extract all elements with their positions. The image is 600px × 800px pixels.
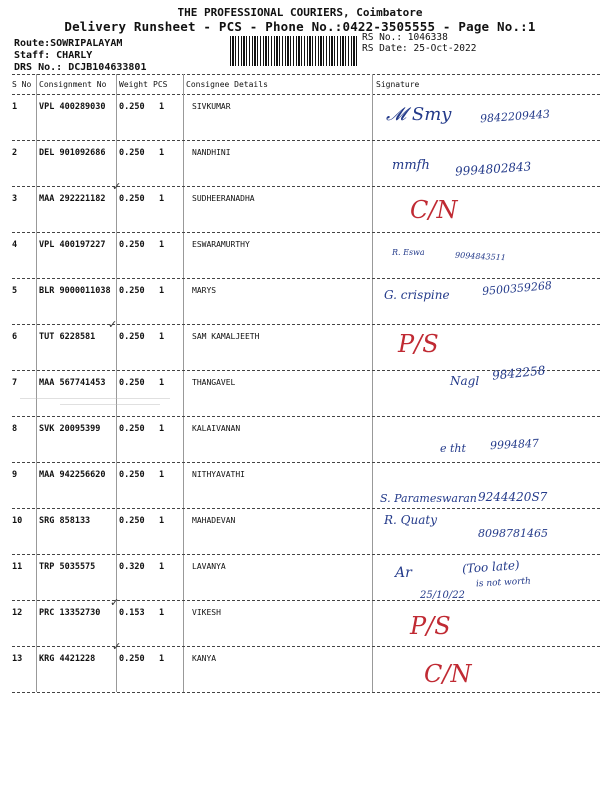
- signature-scrawl: Ar: [395, 565, 412, 581]
- scan-smudge: [20, 398, 170, 399]
- drs-value: DCJB104633801: [68, 62, 147, 73]
- check-mark-icon: ✓: [108, 318, 118, 331]
- cell-consignment: MAA 567741453: [39, 378, 106, 388]
- cell-pcs: 1: [159, 516, 165, 526]
- cell-consignee: NANDHINI: [192, 148, 231, 157]
- rs-date-value: 25-Oct-2022: [413, 43, 477, 54]
- signature-scrawl: Nagl: [450, 374, 480, 388]
- cell-consignment: KRG 4421228: [39, 654, 96, 664]
- col-header-consignee: Consignee Details: [186, 80, 268, 89]
- ps-remark: P/S: [398, 330, 439, 358]
- cell-weight: 0.250: [119, 424, 145, 434]
- cell-sno: 3: [12, 194, 18, 204]
- cell-sno: 11: [12, 562, 23, 572]
- rs-date-label: RS Date:: [362, 43, 408, 54]
- barcode: [230, 36, 358, 66]
- route-line: [14, 38, 122, 49]
- signature-scrawl: mmfh: [392, 158, 430, 173]
- signature-name: S. Parameswaran: [380, 492, 477, 505]
- table-row: [0, 186, 600, 232]
- cell-weight: 0.250: [119, 654, 145, 664]
- table-top-rule: [12, 74, 600, 75]
- cell-weight: 0.250: [119, 378, 145, 388]
- cell-consignee: LAVANYA: [192, 562, 226, 571]
- signature-phone: 9500359268: [481, 278, 553, 299]
- cell-sno: 13: [12, 654, 23, 664]
- cell-sno: 4: [12, 240, 18, 250]
- cell-consignment: BLR 9000011038: [39, 286, 111, 296]
- cell-consignee: THANGAVEL: [192, 378, 236, 387]
- cell-consignment: SVK 20095399: [39, 424, 101, 434]
- cell-weight: 0.250: [119, 102, 145, 112]
- cell-sno: 12: [12, 608, 23, 618]
- cell-weight: 0.250: [119, 470, 145, 480]
- cell-sno: 10: [12, 516, 23, 526]
- cn-remark: C/N: [424, 660, 472, 688]
- drs-line: [14, 62, 146, 73]
- cell-consignee: VIKESH: [192, 608, 221, 617]
- cell-consignment: VPL 400289030: [39, 102, 106, 112]
- signature-phone: 9994802843: [454, 159, 532, 179]
- table-row: [0, 646, 600, 692]
- cell-weight: 0.153: [119, 608, 145, 618]
- check-mark-icon: ✓: [110, 596, 120, 609]
- col-header-pcs: PCS: [153, 80, 168, 89]
- cell-sno: 9: [12, 470, 18, 480]
- signature-phone: 9094843511: [454, 250, 507, 263]
- cell-pcs: 1: [159, 148, 165, 158]
- cell-sno: 5: [12, 286, 18, 296]
- rs-no-value: 1046338: [407, 32, 448, 43]
- signature-phone: 8098781465: [478, 527, 548, 540]
- signature-name: G. crispine: [384, 288, 450, 302]
- col-header-signature: Signature: [376, 80, 420, 89]
- cell-consignee: KANYA: [192, 654, 217, 663]
- signature-phone: 9842209443: [479, 107, 551, 126]
- staff-label: Staff:: [14, 50, 51, 61]
- cell-consignee: KALAIVANAN: [192, 424, 241, 433]
- rs-no-label: RS No.:: [362, 32, 403, 43]
- signature-scrawl: R. Quaty: [384, 513, 437, 527]
- cell-weight: 0.250: [119, 194, 145, 204]
- cell-consignee: MARYS: [192, 286, 217, 295]
- cn-remark: C/N: [410, 196, 458, 224]
- scan-smudge: [60, 404, 160, 405]
- cell-consignment: TUT 6228581: [39, 332, 96, 342]
- signature-phone: 9994847: [489, 436, 540, 453]
- cell-pcs: 1: [159, 378, 165, 388]
- col-header-sno: S No: [12, 80, 32, 89]
- signature-scrawl: 𝓜 Smy: [386, 104, 452, 125]
- table-row: [0, 600, 600, 646]
- cell-pcs: 1: [159, 286, 165, 296]
- cell-sno: 7: [12, 378, 18, 388]
- table-bottom-rule: [12, 692, 600, 693]
- col-header-weight: Weight: [119, 80, 148, 89]
- staff-value: CHARLY: [56, 50, 93, 61]
- cell-sno: 2: [12, 148, 18, 158]
- cell-weight: 0.320: [119, 562, 145, 572]
- runsheet-subtitle: Delivery Runsheet - PCS - Phone No.:0422-3505555 - Page No.:1: [64, 19, 536, 34]
- cell-sno: 8: [12, 424, 18, 434]
- table-row: [0, 324, 600, 370]
- staff-line: [14, 50, 92, 61]
- cell-weight: 0.250: [119, 148, 145, 158]
- cell-pcs: 1: [159, 332, 165, 342]
- handwritten-note: is not worth: [475, 576, 532, 590]
- check-mark-icon: ✓: [112, 180, 122, 193]
- cell-consignment: TRP 5035575: [39, 562, 96, 572]
- cell-pcs: 1: [159, 102, 165, 112]
- cell-pcs: 1: [159, 654, 165, 664]
- cell-weight: 0.250: [119, 286, 145, 296]
- cell-consignee: SAM KAMALJEETH: [192, 332, 260, 341]
- drs-label: DRS No.:: [14, 62, 63, 73]
- cell-pcs: 1: [159, 562, 165, 572]
- cell-consignment: VPL 400197227: [39, 240, 106, 250]
- cell-consignee: SUDHEERANADHA: [192, 194, 255, 203]
- cell-sno: 1: [12, 102, 18, 112]
- cell-consignment: MAA 292221182: [39, 194, 106, 204]
- cell-pcs: 1: [159, 194, 165, 204]
- signature-scrawl: R. Eswa: [392, 248, 425, 257]
- ps-remark: P/S: [410, 612, 451, 640]
- cell-sno: 6: [12, 332, 18, 342]
- route-value: SOWRIPALAYAM: [50, 38, 123, 49]
- signature-phone: 9842258: [491, 363, 547, 383]
- handwritten-note: (Too late): [461, 558, 521, 576]
- col-header-consignment: Consignment No: [39, 80, 107, 89]
- signature-phone: 9244420S7: [478, 490, 548, 504]
- cell-weight: 0.250: [119, 332, 145, 342]
- cell-weight: 0.250: [119, 516, 145, 526]
- cell-consignee: ESWARAMURTHY: [192, 240, 250, 249]
- route-label: Route:: [14, 38, 51, 49]
- cell-consignee: NITHYAVATHI: [192, 470, 245, 479]
- cell-pcs: 1: [159, 240, 165, 250]
- cell-pcs: 1: [159, 470, 165, 480]
- handwritten-date: 25/10/22: [420, 590, 465, 601]
- cell-consignment: MAA 942256620: [39, 470, 106, 480]
- rs-no-line: [362, 32, 448, 43]
- cell-consignee: SIVKUMAR: [192, 102, 231, 111]
- cell-weight: 0.250: [119, 240, 145, 250]
- cell-pcs: 1: [159, 608, 165, 618]
- rs-date-line: [362, 43, 476, 54]
- cell-pcs: 1: [159, 424, 165, 434]
- signature-scrawl: e tht: [440, 442, 466, 455]
- table-row: [0, 232, 600, 278]
- check-mark-icon: ✓: [112, 640, 122, 653]
- cell-consignee: MAHADEVAN: [192, 516, 236, 525]
- cell-consignment: PRC 13352730: [39, 608, 101, 618]
- company-title: THE PROFESSIONAL COURIERS, Coimbatore: [177, 6, 423, 19]
- cell-consignment: DEL 901092686: [39, 148, 106, 158]
- cell-consignment: SRG 858133: [39, 516, 91, 526]
